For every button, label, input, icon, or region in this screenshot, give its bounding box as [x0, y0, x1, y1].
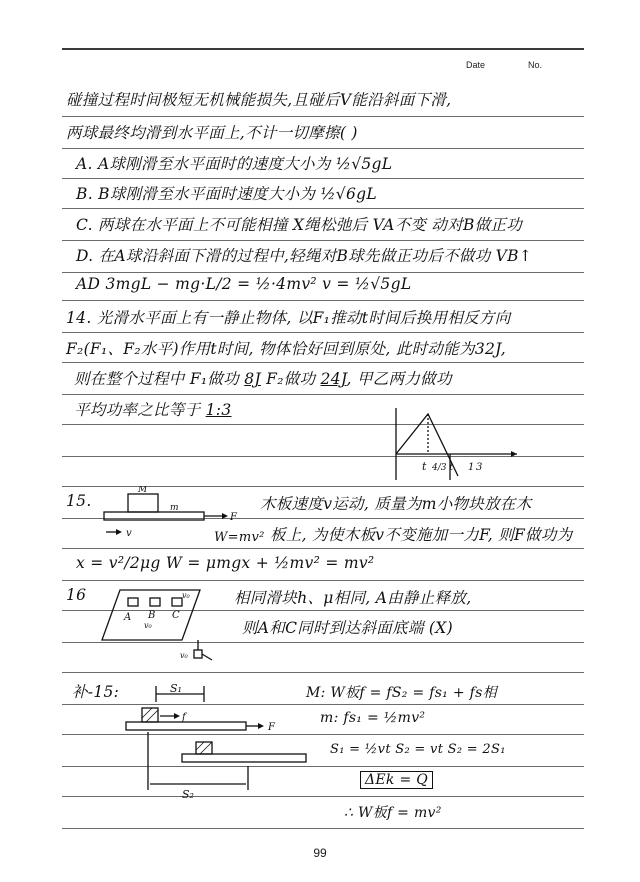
option-c: C. 两球在水平面上不可能相撞 X绳松弛后 VA不变 动对B做正功: [76, 216, 523, 234]
friction-f-label: f: [182, 712, 186, 723]
page-number: 99: [313, 846, 327, 860]
option-a: A. A球刚滑至水平面时的速度大小为 ½√5gL: [76, 155, 393, 173]
ruled-line: [62, 362, 584, 363]
friction-arrow-icon: [174, 713, 180, 719]
q14-line-1: 14. 光滑水平面上有一静止物体, 以F₁推动t时间后换用相反方向: [66, 309, 511, 327]
q14-text-a: 则在整个过程中 F₁做功: [74, 370, 245, 388]
header-rule: [62, 48, 584, 50]
ruled-line: [62, 240, 584, 241]
force-arrow-icon: [222, 513, 228, 519]
f2-work-answer: 24J: [320, 370, 347, 388]
answer-line: AD 3mgL − mg·L/2 = ½·4mv² v = ½√5gL: [76, 275, 412, 293]
block-m-label: M: [138, 486, 148, 495]
pull-arrow-icon: [258, 723, 264, 729]
shifted-board: [182, 754, 306, 762]
q16-number: 16: [66, 586, 87, 604]
force-side-line: [202, 654, 212, 660]
supp-m4: [360, 772, 433, 788]
q14-line-2: F₂(F₁、F₂水平)作用t时间, 物体恰好回到原处, 此时动能为32J,: [66, 340, 506, 358]
ruled-line: [62, 828, 584, 829]
incline-v0a-label: v₀: [180, 651, 188, 660]
graph-4-3t-label: 4/3 t: [432, 463, 453, 473]
incline-c-label: C: [172, 610, 180, 621]
option-d: D. 在A球沿斜面下滑的过程中,轻绳对B球先做正功后不做功 VB↑: [76, 247, 533, 265]
text-line-1: 碰撞过程时间极短无机械能损失,且碰后V能沿斜面下滑,: [66, 91, 452, 109]
ruled-line: [62, 548, 584, 549]
block-c: [172, 598, 182, 606]
q14-line-4: [74, 398, 232, 420]
incline-v0c-label: v₀: [182, 591, 190, 600]
velocity-graph: [392, 404, 522, 484]
f1-work-answer: 8J: [244, 370, 261, 388]
board-diagram: [96, 486, 246, 542]
incline-diagram: [94, 584, 234, 674]
q14-text-e: , 甲乙两力做功: [346, 370, 452, 388]
q14-text-c: F₂做功: [260, 370, 321, 388]
ruled-line: [62, 394, 584, 395]
ruled-line: [62, 148, 584, 149]
incline-b-label: B: [148, 610, 156, 621]
incline-v0b-label: v₀: [144, 621, 152, 630]
hatch-line: [196, 742, 204, 750]
graph-3-label: 3: [476, 462, 483, 473]
block-a: [128, 598, 138, 606]
supp-m5: ∴ W板f = mv²: [344, 805, 442, 821]
no-label: No.: [528, 60, 543, 70]
q16-line-2: 则A和C同时到达斜面底端 (X): [242, 619, 453, 637]
supp-15-label: 补-15:: [72, 683, 120, 701]
s1-label: S₁: [170, 682, 182, 695]
board-v-label: v: [126, 528, 132, 539]
supp-m2: m: fs₁ = ½mv²: [320, 710, 426, 726]
incline-a-label: A: [124, 612, 132, 623]
supplement-diagram: [112, 680, 312, 806]
q15-work-expr: W=mv²: [214, 530, 265, 545]
ruled-line: [62, 208, 584, 209]
ruled-line: [62, 272, 584, 273]
q14-line-3: [74, 367, 452, 389]
board: [104, 512, 204, 520]
x-axis-arrow-icon: [511, 451, 517, 457]
board-m-label: m: [170, 503, 179, 513]
date-label: Date: [466, 60, 486, 70]
q15-line-3: x = v²/2μg W = μmgx + ½mv² = mv²: [76, 554, 375, 572]
q16-line-1: 相同滑块h、μ相同, A由静止释放,: [234, 589, 472, 607]
long-board: [126, 722, 246, 730]
s2-label: S₂: [182, 788, 194, 801]
power-ratio-answer: 1:3: [205, 401, 232, 419]
graph-1-label: 1: [468, 462, 475, 473]
small-block: [128, 494, 158, 512]
ruled-line: [62, 580, 584, 581]
hatch-line: [142, 708, 152, 718]
ruled-line: [62, 116, 584, 117]
q14-text-f: 平均功率之比等于: [74, 401, 206, 419]
q15-line-1: 木板速度v运动, 质量为m小物块放在木: [260, 495, 532, 513]
block-b: [150, 598, 160, 606]
graph-t-label: t: [422, 460, 427, 473]
option-b: B. B球刚滑至水平面时速度大小为 ½√6gL: [76, 185, 377, 203]
small-force-block: [194, 650, 202, 658]
pull-f-label: F: [268, 722, 275, 733]
ruled-line: [62, 332, 584, 333]
supp-m1: M: W板f = fS₂ = fs₁ + fs相: [306, 685, 497, 701]
velocity-arrow-icon: [116, 529, 122, 535]
force-f-label: F: [230, 512, 237, 523]
text-line-2: 两球最终均滑到水平面上,不计一切摩擦( ): [66, 124, 358, 142]
ruled-line: [62, 300, 584, 301]
q15-line-2: 板上, 为使木板v不变施加一力F, 则F做功为: [270, 526, 573, 544]
supp-m3: S₁ = ½vt S₂ = vt S₂ = 2S₁: [330, 742, 506, 757]
ruled-line: [62, 178, 584, 179]
q15-number: 15.: [66, 492, 92, 510]
energy-box: ΔEk = Q: [360, 771, 433, 789]
